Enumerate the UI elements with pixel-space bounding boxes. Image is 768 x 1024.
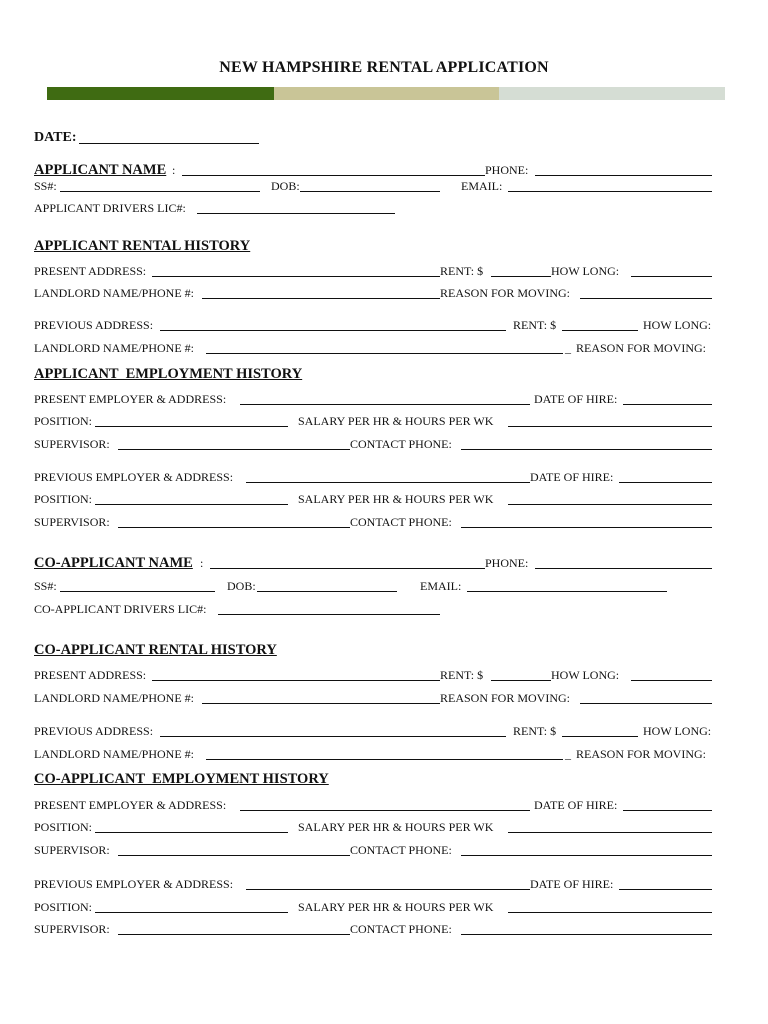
- supervisor-label: SUPERVISOR:: [34, 515, 110, 529]
- position-row: [34, 491, 712, 507]
- date-of-hire-label: DATE OF HIRE:: [534, 798, 618, 812]
- band-segment-tan: [274, 87, 499, 100]
- landlord-field[interactable]: [206, 353, 563, 354]
- landlord-field[interactable]: [202, 298, 440, 299]
- landlord-label: LANDLORD NAME/PHONE #:: [34, 747, 194, 761]
- reason-field[interactable]: [580, 703, 712, 704]
- landlord-label: LANDLORD NAME/PHONE #:: [34, 691, 194, 705]
- co-applicant-phone-field[interactable]: [535, 568, 712, 569]
- contact-phone-field[interactable]: [461, 449, 712, 450]
- supervisor-label: SUPERVISOR:: [34, 843, 110, 857]
- present-employer-row: [34, 797, 712, 813]
- how-long-label: HOW LONG:: [643, 724, 712, 738]
- previous-address-field[interactable]: [160, 736, 506, 737]
- supervisor-field[interactable]: [118, 527, 350, 528]
- applicant-rental-heading: APPLICANT RENTAL HISTORY: [34, 238, 251, 254]
- rent-field[interactable]: [562, 330, 638, 331]
- position-field[interactable]: [95, 832, 288, 833]
- date-of-hire-label: DATE OF HIRE:: [530, 470, 614, 484]
- present-employer-row: [34, 391, 712, 407]
- position-label: POSITION:: [34, 492, 93, 506]
- co-applicant-name-field[interactable]: [210, 568, 485, 569]
- salary-field[interactable]: [508, 426, 712, 427]
- co-applicant-name-row: [34, 555, 712, 571]
- salary-label: SALARY PER HR & HOURS PER WK: [298, 492, 494, 506]
- supervisor-field[interactable]: [118, 934, 350, 935]
- date-of-hire-label: DATE OF HIRE:: [530, 877, 614, 891]
- previous-address-row: [34, 317, 712, 333]
- band-segment-green: [47, 87, 274, 100]
- applicant-lic-field[interactable]: [197, 213, 395, 214]
- landlord-prev-row: [34, 340, 712, 356]
- previous-employer-row: [34, 876, 712, 892]
- date-of-hire-field[interactable]: [623, 404, 712, 405]
- colon: :: [172, 163, 176, 177]
- rent-label: RENT: $: [513, 724, 557, 738]
- present-address-row: [34, 667, 712, 683]
- previous-address-label: PREVIOUS ADDRESS:: [34, 318, 154, 332]
- previous-employer-label: PREVIOUS EMPLOYER & ADDRESS:: [34, 470, 234, 484]
- supervisor-field[interactable]: [118, 449, 350, 450]
- applicant-email-field[interactable]: [508, 191, 712, 192]
- supervisor-label: SUPERVISOR:: [34, 922, 110, 936]
- present-address-label: PRESENT ADDRESS:: [34, 264, 147, 278]
- how-long-field[interactable]: [631, 680, 712, 681]
- position-label: POSITION:: [34, 414, 93, 428]
- present-address-field[interactable]: [152, 680, 440, 681]
- previous-address-row: [34, 723, 712, 739]
- position-field[interactable]: [95, 426, 288, 427]
- present-employer-field[interactable]: [240, 404, 530, 405]
- phone-label: PHONE:: [485, 163, 529, 177]
- supervisor-label: SUPERVISOR:: [34, 437, 110, 451]
- rent-field[interactable]: [491, 680, 551, 681]
- reason-label: REASON FOR MOVING:: [440, 691, 571, 705]
- email-label: EMAIL:: [420, 579, 462, 593]
- position-field[interactable]: [95, 504, 288, 505]
- co-applicant-lic-row: [34, 601, 712, 617]
- phone-label: PHONE:: [485, 556, 529, 570]
- supervisor-field[interactable]: [118, 855, 350, 856]
- underscore: _: [565, 341, 571, 355]
- landlord-label: LANDLORD NAME/PHONE #:: [34, 286, 194, 300]
- lic-label: CO-APPLICANT DRIVERS LIC#:: [34, 602, 207, 616]
- colon: :: [200, 556, 204, 570]
- co-rental-heading: CO-APPLICANT RENTAL HISTORY: [34, 642, 277, 658]
- rent-label: RENT: $: [513, 318, 557, 332]
- contact-phone-field[interactable]: [461, 855, 712, 856]
- applicant-name-row: [34, 162, 712, 178]
- dob-label: DOB:: [227, 579, 256, 593]
- email-label: EMAIL:: [461, 179, 503, 193]
- previous-address-label: PREVIOUS ADDRESS:: [34, 724, 154, 738]
- how-long-label: HOW LONG:: [643, 318, 712, 332]
- ss-label: SS#:: [34, 579, 57, 593]
- previous-employer-label: PREVIOUS EMPLOYER & ADDRESS:: [34, 877, 234, 891]
- contact-phone-field[interactable]: [461, 527, 712, 528]
- rent-label: RENT: $: [440, 264, 484, 278]
- applicant-employment-heading: APPLICANT EMPLOYMENT HISTORY: [34, 366, 303, 382]
- contact-phone-label: CONTACT PHONE:: [350, 843, 452, 857]
- how-long-label: HOW LONG:: [551, 264, 620, 278]
- co-applicant-email-field[interactable]: [467, 591, 667, 592]
- applicant-ids-row: [34, 178, 712, 194]
- position-row: [34, 819, 712, 835]
- co-applicant-lic-field[interactable]: [218, 614, 440, 615]
- present-employer-field[interactable]: [240, 810, 530, 811]
- date-of-hire-field[interactable]: [623, 810, 712, 811]
- applicant-name-label: APPLICANT NAME: [34, 162, 167, 178]
- rent-field[interactable]: [491, 276, 551, 277]
- date-field[interactable]: [79, 143, 259, 144]
- how-long-field[interactable]: [631, 276, 712, 277]
- position-label: POSITION:: [34, 900, 93, 914]
- co-applicant-name-label: CO-APPLICANT NAME: [34, 555, 193, 571]
- date-label: DATE:: [34, 130, 77, 145]
- rent-label: RENT: $: [440, 668, 484, 682]
- reason-label: REASON FOR MOVING:: [576, 747, 707, 761]
- position-field[interactable]: [95, 912, 288, 913]
- underscore: _: [565, 747, 571, 761]
- landlord-row: [34, 285, 712, 301]
- applicant-dob-field[interactable]: [300, 191, 440, 192]
- applicant-ss-field[interactable]: [60, 191, 260, 192]
- date-of-hire-field[interactable]: [619, 889, 712, 890]
- co-applicant-ids-row: [34, 578, 712, 594]
- salary-label: SALARY PER HR & HOURS PER WK: [298, 820, 494, 834]
- salary-field[interactable]: [508, 504, 712, 505]
- page-title: NEW HAMPSHIRE RENTAL APPLICATION: [219, 59, 549, 76]
- reason-label: REASON FOR MOVING:: [440, 286, 571, 300]
- landlord-field[interactable]: [202, 703, 440, 704]
- contact-phone-label: CONTACT PHONE:: [350, 437, 452, 451]
- salary-label: SALARY PER HR & HOURS PER WK: [298, 900, 494, 914]
- present-employer-label: PRESENT EMPLOYER & ADDRESS:: [34, 392, 227, 406]
- previous-employer-field[interactable]: [246, 482, 530, 483]
- landlord-prev-row: [34, 746, 712, 762]
- date-row: [34, 130, 712, 146]
- supervisor-row: [34, 842, 712, 858]
- contact-phone-label: CONTACT PHONE:: [350, 515, 452, 529]
- supervisor-row: [34, 436, 712, 452]
- applicant-phone-field[interactable]: [535, 175, 712, 176]
- co-employment-heading: CO-APPLICANT EMPLOYMENT HISTORY: [34, 771, 329, 787]
- position-row: [34, 413, 712, 429]
- dob-label: DOB:: [271, 179, 300, 193]
- band-segment-gray: [499, 87, 725, 100]
- supervisor-row: [34, 921, 712, 937]
- date-of-hire-field[interactable]: [619, 482, 712, 483]
- salary-field[interactable]: [508, 832, 712, 833]
- reason-label: REASON FOR MOVING:: [576, 341, 707, 355]
- applicant-name-field[interactable]: [182, 175, 485, 176]
- present-address-field[interactable]: [152, 276, 440, 277]
- contact-phone-field[interactable]: [461, 934, 712, 935]
- date-of-hire-label: DATE OF HIRE:: [534, 392, 618, 406]
- position-label: POSITION:: [34, 820, 93, 834]
- present-address-row: [34, 263, 712, 279]
- co-applicant-ss-field[interactable]: [60, 591, 215, 592]
- applicant-lic-row: [34, 200, 712, 216]
- rent-field[interactable]: [562, 736, 638, 737]
- previous-employer-row: [34, 469, 712, 485]
- landlord-field[interactable]: [206, 759, 563, 760]
- present-employer-label: PRESENT EMPLOYER & ADDRESS:: [34, 798, 227, 812]
- landlord-row: [34, 690, 712, 706]
- position-row: [34, 899, 712, 915]
- contact-phone-label: CONTACT PHONE:: [350, 922, 452, 936]
- co-applicant-dob-field[interactable]: [257, 591, 397, 592]
- landlord-label: LANDLORD NAME/PHONE #:: [34, 341, 194, 355]
- color-band: [47, 87, 725, 100]
- salary-label: SALARY PER HR & HOURS PER WK: [298, 414, 494, 428]
- reason-field[interactable]: [580, 298, 712, 299]
- salary-field[interactable]: [508, 912, 712, 913]
- previous-employer-field[interactable]: [246, 889, 530, 890]
- supervisor-row: [34, 514, 712, 530]
- previous-address-field[interactable]: [160, 330, 506, 331]
- lic-label: APPLICANT DRIVERS LIC#:: [34, 201, 186, 215]
- present-address-label: PRESENT ADDRESS:: [34, 668, 147, 682]
- how-long-label: HOW LONG:: [551, 668, 620, 682]
- ss-label: SS#:: [34, 179, 57, 193]
